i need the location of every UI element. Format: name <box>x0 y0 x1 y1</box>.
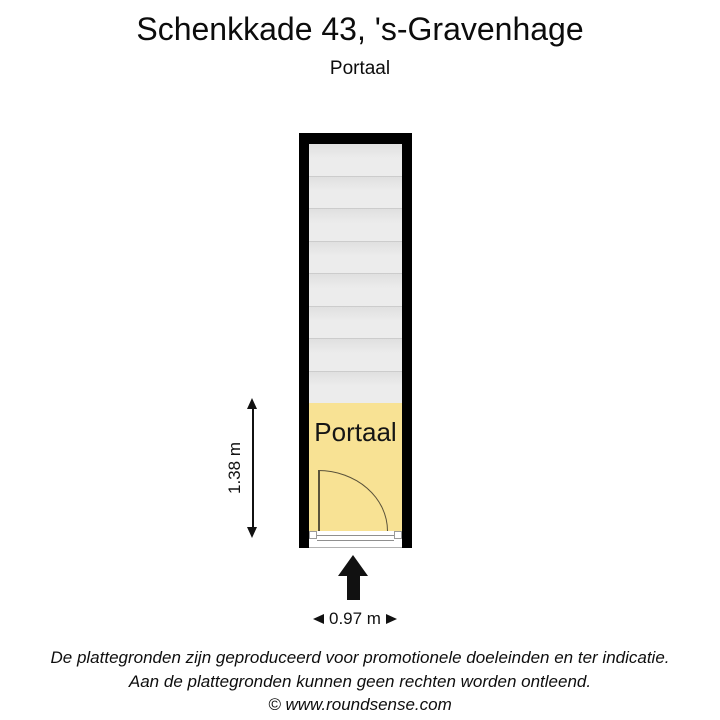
threshold-line-top <box>317 535 394 536</box>
entrance-arrow-head <box>338 555 368 576</box>
page-title: Schenkkade 43, 's-Gravenhage <box>136 11 584 47</box>
stair-tread <box>309 144 402 176</box>
page-subtitle: Portaal <box>329 58 391 79</box>
arrow-up-icon <box>247 398 257 409</box>
entrance-threshold <box>309 531 402 548</box>
arrow-left-icon <box>313 614 324 624</box>
room-portaal <box>309 403 402 531</box>
stair-tread <box>309 176 402 209</box>
disclaimer-line-1: De plattegronden zijn geproduceerd voor promotionele doeleinden en ter indicatie. <box>50 648 670 667</box>
stairs <box>309 144 402 403</box>
door-leaf <box>318 470 320 531</box>
width-dimension-label: 0.97 m <box>329 609 381 628</box>
arrow-right-icon <box>386 614 397 624</box>
entrance-arrow-icon <box>338 555 368 600</box>
door-jamb-right <box>394 531 402 539</box>
height-dimension-label: 1.38 m <box>225 442 244 494</box>
stair-tread <box>309 273 402 306</box>
door-swing-arc <box>318 470 388 531</box>
stair-tread <box>309 371 402 404</box>
threshold-line-bottom <box>317 540 394 541</box>
arrow-down-icon <box>247 527 257 538</box>
height-dimension <box>226 398 262 538</box>
disclaimer <box>0 646 720 717</box>
copyright: © www.roundsense.com <box>268 695 452 714</box>
disclaimer-line-2: Aan de plattegronden kunnen geen rechten worden ontleend. <box>128 671 592 691</box>
entrance-arrow-stem <box>347 576 360 600</box>
width-dimension <box>300 608 410 630</box>
stair-tread <box>309 241 402 274</box>
stair-tread <box>309 338 402 371</box>
stair-tread <box>309 208 402 241</box>
floorplan-drawing <box>299 133 412 548</box>
door-jamb-left <box>309 531 317 539</box>
stair-tread <box>309 306 402 339</box>
dimension-line-vertical <box>252 407 254 529</box>
room-label: Portaal <box>314 417 397 447</box>
